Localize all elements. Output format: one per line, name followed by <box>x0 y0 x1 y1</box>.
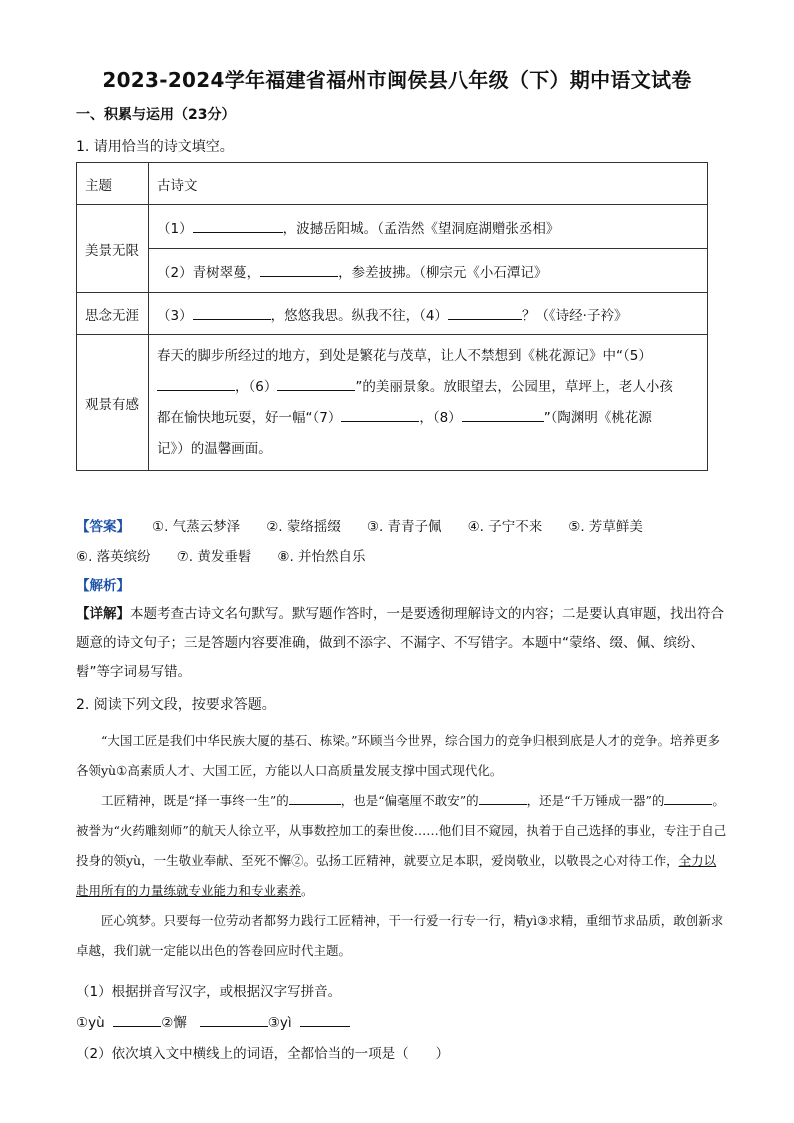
theme-cell: 美景无限 <box>77 205 149 293</box>
pinyin-blank-1[interactable] <box>113 1013 161 1027</box>
detail-text: 本题考查古诗文名句默写。默写题作答时，一是要透彻理解诗文的内容；二是要认真审题，找出符合题意的诗文句子；三是答题内容要准确，做到不添字、不漏字、不写错字。本题中“蒙络、缀、佩、缤纷、髫”等字词易写错。 <box>76 606 724 680</box>
answer-item: ③. 青青子佩 <box>366 519 442 535</box>
answer-item: ⑤. 芳草鲜美 <box>568 519 643 535</box>
row-content: （3） ，悠悠我思。纵我不往，（4） ？（《诗经·子衿》 <box>149 293 708 335</box>
theme-cell: 观景有感 <box>77 335 149 471</box>
table-row <box>77 335 708 471</box>
table-row <box>77 249 708 293</box>
blank-a[interactable] <box>289 791 341 805</box>
analysis-tag: 【解析】 <box>76 578 130 594</box>
answer-block <box>76 510 643 570</box>
blank-b[interactable] <box>479 791 527 805</box>
poem-fill-table <box>76 162 708 471</box>
blank-7[interactable] <box>341 408 419 422</box>
reading-passage <box>76 726 728 966</box>
passage-paragraph: “大国工匠是我们中华民族大厦的基石、栋梁。”环顾当今世界，综合国力的竞争归根到底是人才的竞争。培养更多各领yù①高素质人才、大国工匠，方能以人口高质量发展支撑中国式现代化。 <box>76 733 721 778</box>
sub-question-1-blanks: ①yù ②懈 ③yì <box>76 1011 350 1031</box>
row-content: （1） ，波撼岳阳城。（孟浩然《望洞庭湖赠张丞相》 <box>149 205 708 249</box>
blank-8[interactable] <box>462 408 544 422</box>
blank-2[interactable] <box>260 263 338 277</box>
table-row <box>77 205 708 249</box>
sub-question-1: （1）根据拼音写汉字，或根据汉字写拼音。 <box>76 984 342 1000</box>
blank-6[interactable] <box>277 377 355 391</box>
answer-item: ④. 子宁不来 <box>467 519 543 535</box>
header-content: 古诗文 <box>149 163 708 205</box>
passage-paragraph: 工匠精神，既是“择一事终一生”的 ，也是“偏毫厘不敢安”的 ，还是“千万锤成一器”的 。被誉为“火药雕刻师”的航天人徐立平，从事数控加工的秦世俊……他们目不窥园，执着于自己选择的事业，专注于自己投身的领yù，一生敬业奉献、至死不懈②。弘扬工匠精神，就要立足本职，爱岗敬业，以敬畏之心对待工作，全力以赴用所有的力量练就专业能力和专业素养。 <box>76 793 727 898</box>
blank-5[interactable] <box>157 377 235 391</box>
detail-tag: 【详解】 <box>76 606 130 622</box>
sub-question-2: （2）依次填入文中横线上的词语，全都恰当的一项是（ ） <box>76 1046 450 1062</box>
pinyin-blank-3[interactable] <box>300 1013 350 1027</box>
blank-1[interactable] <box>193 219 283 233</box>
row-content: 春天的脚步所经过的地方，到处是繁花与茂草，让人不禁想到《桃花源记》中“（5） ，（6） ”的美丽景象。放眼望去，公园里，草坪上，老人小孩 都在愉快地玩耍，好一幅“（7） ，（8） ”（陶渊明《桃花源 记》）的温馨画面。 <box>149 335 708 471</box>
passage-paragraph: 匠心筑梦。只要每一位劳动者都努力践行工匠精神，干一行爱一行专一行，精yì③求精，重细节求品质，敢创新求卓越，我们就一定能以出色的答卷回应时代主题。 <box>76 913 724 958</box>
answer-item: ⑧. 并怡然自乐 <box>277 549 366 565</box>
blank-4[interactable] <box>448 306 522 320</box>
answer-item: ①. 气蒸云梦泽 <box>152 519 241 535</box>
answer-item: ⑦. 黄发垂髫 <box>176 549 252 565</box>
theme-cell: 思念无涯 <box>77 293 149 335</box>
answer-item: ⑥. 落英缤纷 <box>76 549 151 565</box>
exam-title: 2023-2024学年福建省福州市闽侯县八年级（下）期中语文试卷 <box>102 68 692 92</box>
row-content: （2）青树翠蔓， ，参差披拂。（柳宗元《小石潭记》 <box>149 249 708 293</box>
table-header-row <box>77 163 708 205</box>
answer-item: ②. 蒙络摇缀 <box>266 519 341 535</box>
underlined-sentence: 全力以赴用所有的力量练就专业能力和专业素养 <box>76 853 717 898</box>
table-row <box>77 293 708 335</box>
header-theme: 主题 <box>77 163 149 205</box>
pinyin-blank-2[interactable] <box>200 1013 268 1027</box>
answer-tag: 【答案】 <box>76 519 130 535</box>
section-heading: 一、积累与运用（23分） <box>76 107 236 123</box>
analysis-detail <box>76 600 728 687</box>
blank-c[interactable] <box>664 791 712 805</box>
question-1-stem: 1. 请用恰当的诗文填空。 <box>76 139 234 155</box>
question-2-stem: 2. 阅读下列文段，按要求答题。 <box>76 697 276 713</box>
blank-3[interactable] <box>193 306 271 320</box>
